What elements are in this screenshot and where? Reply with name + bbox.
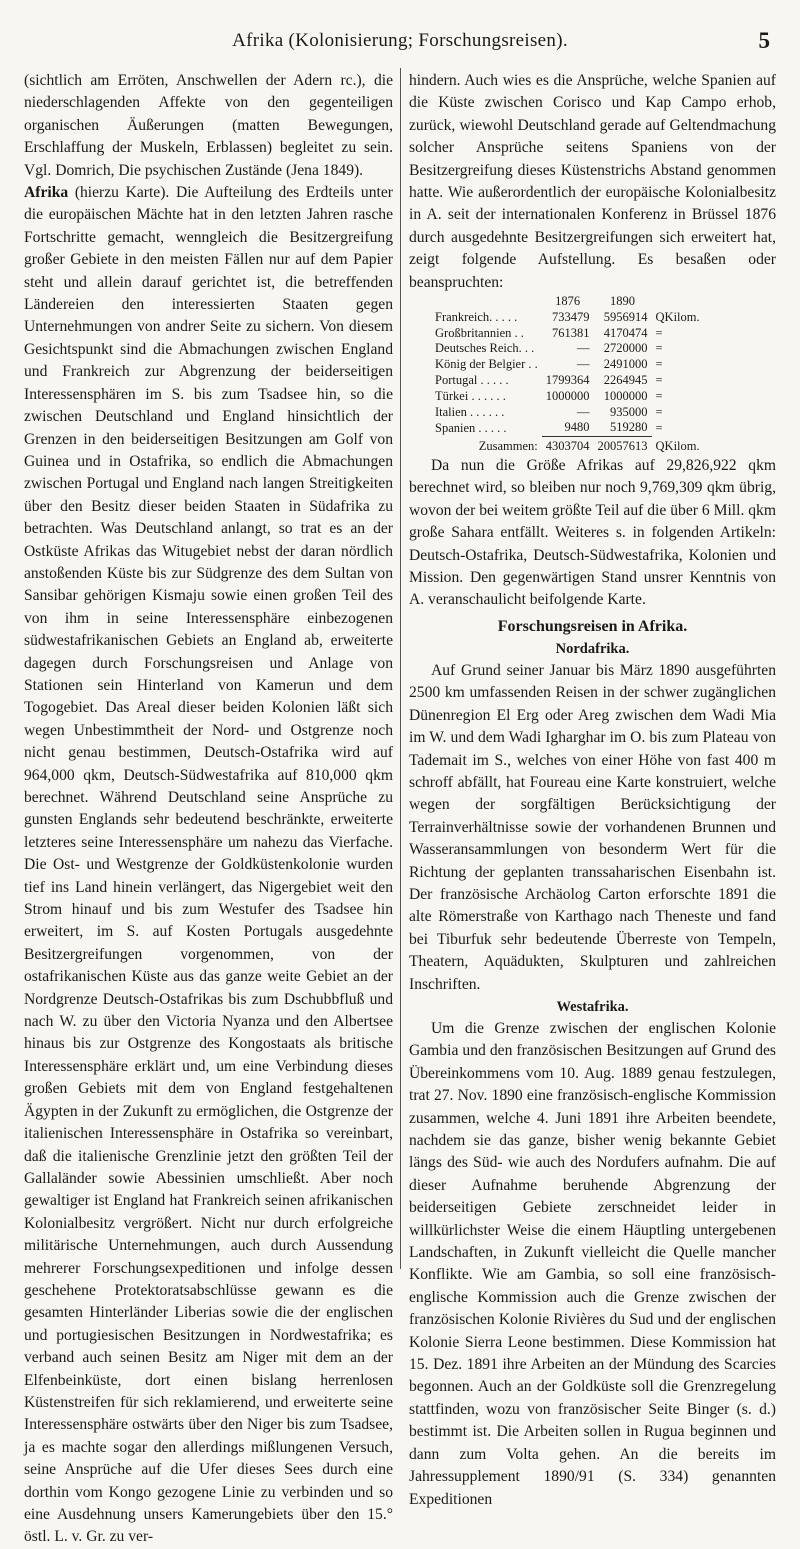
left-column (24, 70, 393, 1546)
total-1890: 20057613 (594, 437, 652, 455)
table-row (431, 405, 704, 421)
value-1876-cell: 9480 (564, 420, 590, 435)
unit-cell: = (655, 341, 663, 356)
paragraph-area-summary: Da nun die Größe Afrikas auf 29,826,922 qkm berechnet wird, so bleiben nur noch 9,769,309 qkm übrig, wovon der bei weitem größte Teil auf die über 6 Mill. qkm große Sahara entfällt. Weiteres s. in folgenden Artikeln: Deutsch-Ostafrika, Deutsch-Südwestafrika, Kolonien und Mission. Den gegenwärtigen Stand unsrer Kenntnis von A. veranschaulicht beifolgende Karte. (409, 457, 776, 609)
table-header-unit (652, 294, 704, 310)
table-total-row (431, 437, 704, 455)
colonial-possessions-table (431, 294, 704, 455)
table-header-1890: 1890 (610, 294, 636, 309)
value-1876-cell: — (577, 341, 590, 356)
country-cell: Spanien . . . . . (435, 420, 507, 435)
table-row (431, 389, 704, 405)
value-1890-cell: 1000000 (603, 388, 648, 403)
table-row (431, 326, 704, 342)
section-heading: Forschungsreisen in Afrika. (497, 617, 688, 635)
country-cell: Deutsches Reich. . . (435, 341, 535, 356)
value-1890-cell: 2720000 (603, 341, 648, 356)
value-1890-cell: 4170474 (603, 325, 648, 340)
subsection-heading-west: Westafrika. (556, 998, 629, 1015)
table-row (431, 420, 704, 436)
paragraph-nordafrika: Auf Grund seiner Januar bis März 1890 ausgeführten 2500 km umfassenden Reisen in der schwer zugänglichen Dünenregion El Erg oder Areg zwischen dem Wadi Mia im W. und dem Wadi Igharghar im O. bis zum Plateau von Tademait im S., welches von einer Höhe von fast 400 m schroff abfällt, hat Foureau eine Karte konstruiert, welche wegen der sorgfältigen Berücksichtigung der Terrainverhältnisse sowie der vorhandenen Brunnen und Wasseransammlungen von besonderm Wert für die Richtung der geplanten transsaharischen Eisenbahn ist. Der französische Archäolog Carton erforschte 1891 die alte Römerstraße von Karthago nach Theneste und fand bei Tiburfuk sehr bedeutende Überreste von Tempeln, Theatern, Aquädukten, Skulpturen und zahlreichen Inschriften. (409, 661, 776, 993)
value-1876-cell: 733479 (552, 309, 590, 324)
paragraph-continued-right: hindern. Auch wies es die Ansprüche, welche Spanien auf die Küste zwischen Corisco und Kap Campo erhob, zurück, wiewohl Deutschland gerade auf Geltendmachung solcher Ansprüche seitens Spaniens von der Besitzergreifung dieses Küstenstrichs Abstand genommen hatte. Wie außerordentlich der europäische Kolonialbesitz in A. seit der internationalen Konferenz in Brüssel 1876 durch ausgedehnte Besitzergreifungen sich erweitert hat, zeigt folgende Aufstellung. Es besaßen oder beanspruchten: (409, 72, 776, 291)
value-1890-cell: 2491000 (603, 357, 648, 372)
article-afrika (24, 182, 393, 1549)
table-row (431, 357, 704, 373)
unit-cell: = (655, 325, 663, 340)
total-label: Zusammen: (478, 438, 538, 453)
page-number: 5 (758, 28, 770, 53)
paragraph-westafrika: Um die Grenze zwischen der englischen Kolonie Gambia und den französischen Besitzungen auf Grund des Übereinkommens vom 10. Aug. 1889 genau festzulegen, trat 27. Nov. 1890 eine französisch-englische Kommission zusammen, welche 4. Juni 1891 ihre Arbeiten beendete, nachdem sie das ganze, bisher wenig bekannte Gebiet längs des Süd- wie auch des Nordufers aufnahm. Die auf dieser Aufnahme beruhende Abgrenzung der beiderseitigen Gebiete zerschneidet leider in willkürlichster Weise die einem Häuptling untergebenen Landschaften, in Zukunft vielleicht die Quelle mancher Konflikte. Wie am Gambia, so soll eine französisch-englische Kommission auch die Grenze zwischen der französischen Kolonie Rivières du Sud und der englischen Kolonie Sierra Leone bestimmen. Diese Kommission hat 15. Dez. 1891 ihre Arbeiten an der Mündung des Scarcies begonnen. Auch an der Goldküste soll die Grenzregelung stattfinden, wozu von französischer Seite Binger (s. d.) bestimmt ist. Die Arbeiten sollen in Rugua beginnen und dann zum Volta gehen. An die bereits im Jahressupplement 1890/91 (S. 334) genannten Expeditionen (409, 1019, 776, 1508)
value-1876-cell: — (577, 404, 590, 419)
unit-cell: = (655, 388, 663, 403)
value-1876-cell: 1000000 (545, 388, 590, 403)
table-row (431, 373, 704, 389)
paragraph-continued: (sichtlich am Erröten, Anschwellen der Adern rc.), die niederschlagenden Affekte von den gegenteiligen organischen Äußerungen (matten Bewegungen, Erschlaffung der Muskeln, Erblassen) begleitet zu sein. Vgl. Domrich, Die psychischen Zustände (Jena 1849). (24, 72, 393, 179)
value-1890-cell: 2264945 (603, 373, 648, 388)
total-unit: QKilom. (655, 438, 700, 453)
value-1890-cell: 935000 (610, 404, 648, 419)
running-header (24, 30, 776, 60)
value-1890-cell: 519280 (610, 420, 648, 435)
article-body: Die Aufteilung des Erdteils unter die europäischen Mächte hat in den letzten Jahren rasche Fortschritte gemacht, wenngleich die Besitzergreifung großer Gebiete in den meisten Fällen nur auf dem Papier steht und allein darauf gerichtet ist, die betreffenden Ländereien den interessierten Staaten gegen Unternehmungen von andrer Seite zu sichern. Von diesem Gesichtspunkt sind die Abmachungen zwischen England und Frankreich zur Abgrenzung der beiderseitigen Interessensphären im S. bis zum Tsadsee hin, so die zwischen Deutschland und England hinsichtlich der Grenzen in den beiderseitigen Besitzungen am Golf von Guinea und in Ostafrika, so endlich die Abmachungen zwischen Portugal und England nach langen Streitigkeiten über den Besitz dieser beiden Staaten in Südafrika zu betrachten. Was Deutschland anlangt, so trat es an der Ostküste Afrikas das Witugebiet nebst der daran nördlich anstoßenden Küste bis zur Südgrenze des dem Sultan von Sansibar gehörigen Kismaju sowie einen großen Teil des von ihm in seine Interessensphäre einbezogenen südwestafrikanischen Gebiets an England ab, erweiterte dagegen durch Forschungsreisen und Anlage von Stationen sein Hinterland von Kamerun und dem Togogebiet. Das Areal dieser beiden Kolonien läßt sich wegen Unbestimmtheit der Nord- und Ostgrenze noch nicht genau bestimmen, Deutsch-Ostafrika wird auf 964,000 qkm, Deutsch-Südwestafrika auf 810,000 qkm berechnet. Während Deutschland seine Ansprüche zu gunsten Englands sehr bedeutend beschränkte, erweiterte letzteres seine Interessensphäre um nahezu das Vierfache. Die Ost- und Westgrenze der Goldküstenkolonie wurden tief ins Land hinein verlängert, das Nigergebiet weit den Strom hinauf und bis zum Westufer des Tsadsee hin erweitert, im S. auf Kosten Portugals ausgedehnte Besitzergreifungen vorgenommen, von der ostafrikanischen Küste aus das ganze weite Gebiet an der Nordgrenze Deutsch-Ostafrikas bis zum Dschubbfluß und nach W. zu über den Victoria Nyanza und den Albertsee hinaus bis zur Ostgrenze des Kongostaats als britische Interessensphäre erklärt und, um eine Verbindung dieses großen Gebiets mit dem von England festgehaltenen Ägypten in der Zukunft zu ermöglichen, die Ostgrenze der italienischen Interessensphäre in Ostafrika so vereinbart, daß die italienische Grenzlinie jetzt den größten Teil der Gallaländer sowie Abessinien umschließt. Aber noch gewaltiger ist England hat Frankreich seinen afrikanischen Kolonialbesitz vergrößert. Nicht nur durch erfolgreiche militärische Unternehmungen, auch durch Aussendung mehrerer Forschungsexpeditionen und infolge dessen geschehene Protektoratsabschlüsse gewann es die gesamten Hinterländer Liberias sowie die der englischen und portugiesischen Besitzungen in Nordwestafrika; es verband auch seinen Besitz am Niger mit dem an der Elfenbeinküste, dort einen bislang herrenlosen Küstenstreifen für sich reklamierend, und erweiterte seine Interessensphäre ostwärts über den Niger bis zum Tsadsee, ja es machte sogar den allerdings mißlungenen Versuch, seine Ansprüche auf die Ufer dieses Sees durch eine dorthin vom Kongo gezogene Linie zu verbinden und so eine Ausdehnung unsers Kamerungebiets über den 15.° östl. L. v. Gr. zu ver- (24, 184, 393, 1546)
subsection-heading-north: Nordafrika. (555, 640, 630, 657)
country-cell: Großbritannien . . (435, 325, 524, 340)
value-1876-cell: — (577, 357, 590, 372)
table-header-1876: 1876 (555, 294, 581, 309)
country-cell: Portugal . . . . . (435, 373, 509, 388)
table-header-row (431, 294, 704, 310)
unit-cell: = (655, 404, 663, 419)
unit-cell: = (655, 373, 663, 388)
unit-cell: QKilom. (655, 309, 700, 324)
value-1876-cell: 761381 (552, 325, 590, 340)
unit-cell: = (655, 420, 663, 435)
unit-cell: = (655, 357, 663, 372)
right-column (409, 70, 776, 1508)
country-cell: Frankreich. . . . . (435, 309, 518, 324)
table-row (431, 341, 704, 357)
total-1876: 4303704 (542, 437, 594, 455)
value-1876-cell: 1799364 (545, 373, 590, 388)
table-header-country (431, 294, 542, 310)
article-lemma: Afrika (24, 184, 69, 202)
header-title: Afrika (Kolonisierung; Forschungsreisen). (232, 30, 568, 51)
table-row (431, 310, 704, 326)
country-cell: Italien . . . . . . (435, 404, 505, 419)
country-cell: König der Belgier . . (435, 357, 538, 372)
map-reference: (hierzu Karte). (74, 184, 170, 202)
value-1890-cell: 5956914 (603, 309, 648, 324)
column-divider (400, 68, 401, 1269)
country-cell: Türkei . . . . . . (435, 388, 506, 403)
